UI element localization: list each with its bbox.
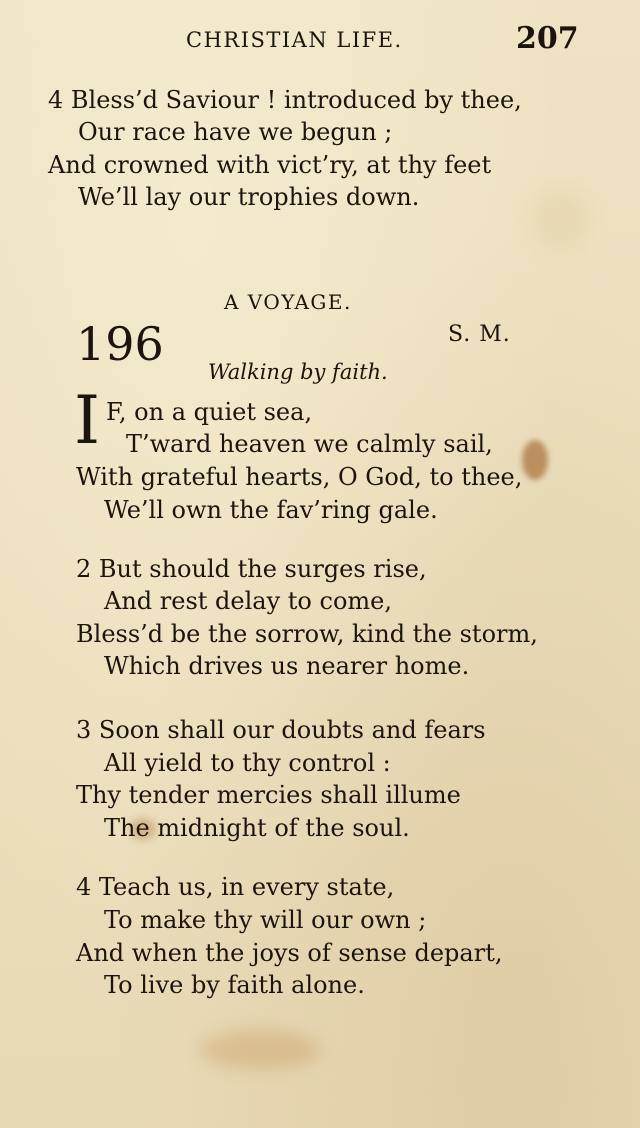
page-header	[0, 21, 640, 64]
verse-line: And crowned with vict’ry, at thy feet	[48, 151, 492, 179]
verse-line: Thy tender mercies shall illume	[76, 781, 461, 809]
verse-line: To make thy will our own ;	[104, 906, 427, 934]
hymn-number: 196	[76, 317, 164, 371]
verse-line: 4 Teach us, in every state,	[76, 873, 395, 901]
hymn-subtitle: Walking by faith.	[208, 360, 388, 384]
verse-line: Which drives us nearer home.	[104, 652, 470, 680]
verse-line: All yield to thy control :	[104, 749, 391, 777]
verse-line: F, on a quiet sea,	[106, 398, 313, 426]
verse-line: Bless’d be the sorrow, kind the storm,	[76, 620, 538, 648]
verse-line: We’ll lay our trophies down.	[78, 183, 420, 211]
page-number: 207	[516, 21, 579, 56]
verse-line: With grateful hearts, O God, to thee,	[76, 463, 523, 491]
hymn-meter: S. M.	[448, 322, 511, 347]
paper-stain	[200, 1030, 320, 1070]
paper-stain	[530, 190, 590, 250]
running-head: CHRISTIAN LIFE.	[186, 28, 403, 52]
verse-line: And rest delay to come,	[104, 587, 392, 615]
verse-line: To live by faith alone.	[104, 971, 365, 999]
verse-line: Our race have we begun ;	[78, 118, 393, 146]
paper-stain	[522, 440, 548, 480]
verse-line: 2 But should the surges rise,	[76, 555, 427, 583]
verse-line: T’ward heaven we calmly sail,	[126, 430, 493, 458]
verse-line: We’ll own the fav’ring gale.	[104, 496, 438, 524]
verse-line: 4 Bless’d Saviour ! introduced by thee,	[48, 86, 522, 114]
drop-cap: I	[74, 382, 101, 459]
verse-line: The midnight of the soul.	[104, 814, 410, 842]
verse-line: And when the joys of sense depart,	[76, 939, 503, 967]
verse-line: 3 Soon shall our doubts and fears	[76, 716, 486, 744]
hymn-title: A VOYAGE.	[224, 290, 352, 314]
